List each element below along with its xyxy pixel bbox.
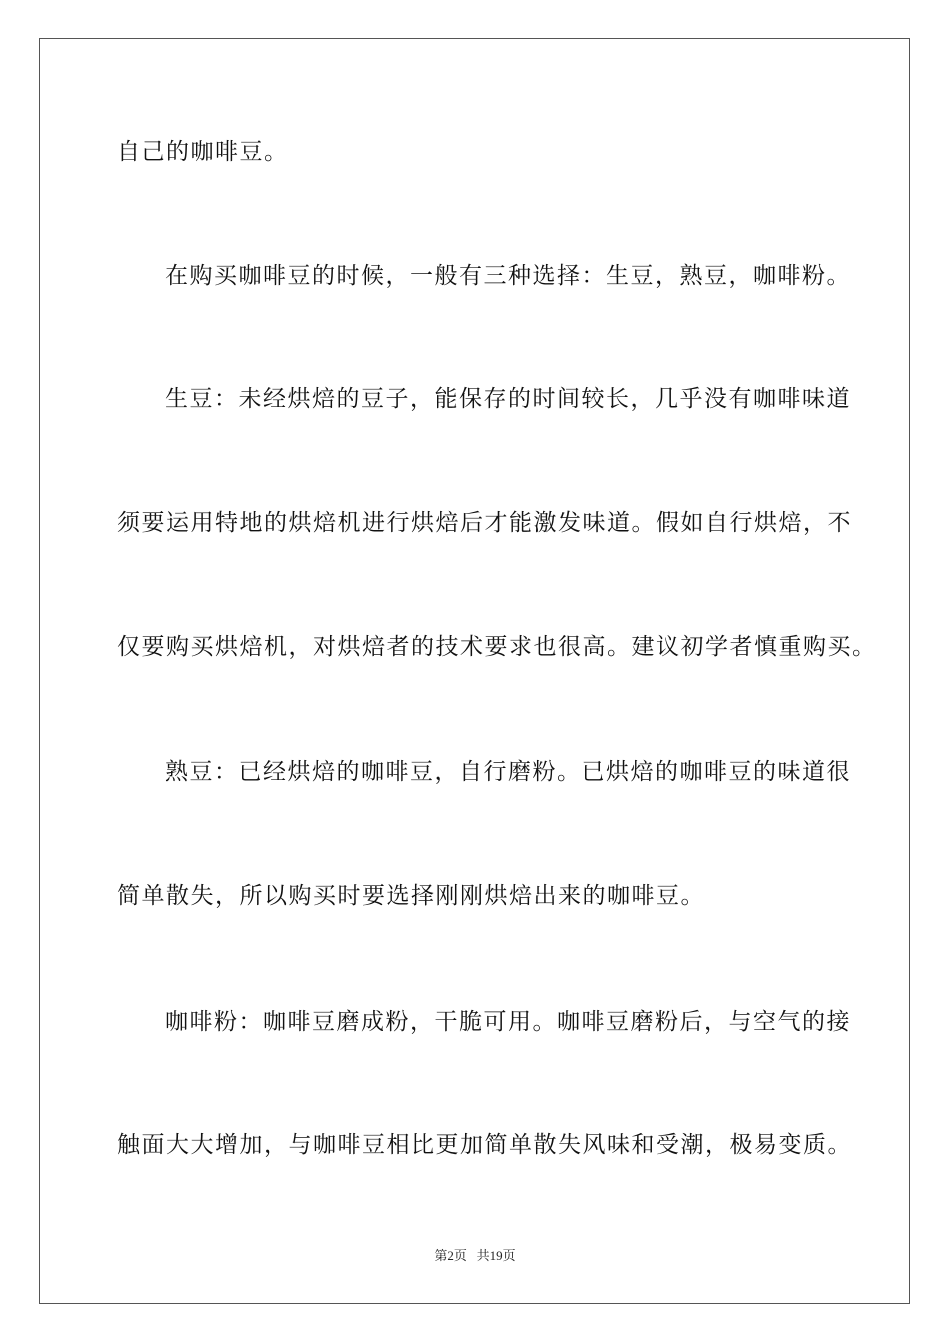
- paragraph-line: 熟豆：已经烘焙的咖啡豆，自行磨粉。已烘焙的咖啡豆的味道很: [165, 759, 851, 785]
- page-number-footer: 第2页 共19页: [434, 1248, 516, 1263]
- page-border: [39, 38, 910, 1304]
- paragraph-line: 自己的咖啡豆。: [117, 139, 289, 165]
- paragraph-line: 咖啡粉：咖啡豆磨成粉，干脆可用。咖啡豆磨粉后，与空气的接: [165, 1009, 851, 1035]
- paragraph-line: 在购买咖啡豆的时候，一般有三种选择：生豆，熟豆，咖啡粉。: [165, 263, 851, 289]
- paragraph-line: 生豆：未经烘焙的豆子，能保存的时间较长，几乎没有咖啡味道: [165, 386, 851, 412]
- paragraph-line: 须要运用特地的烘焙机进行烘焙后才能激发味道。假如自行烘焙，不: [117, 510, 852, 536]
- paragraph-line: 仅要购买烘焙机，对烘焙者的技术要求也很高。建议初学者慎重购买。: [117, 634, 877, 660]
- paragraph-line: 触面大大增加，与咖啡豆相比更加简单散失风味和受潮，极易变质。: [117, 1132, 852, 1158]
- paragraph-line: 简单散失，所以购买时要选择刚刚烘焙出来的咖啡豆。: [117, 883, 705, 909]
